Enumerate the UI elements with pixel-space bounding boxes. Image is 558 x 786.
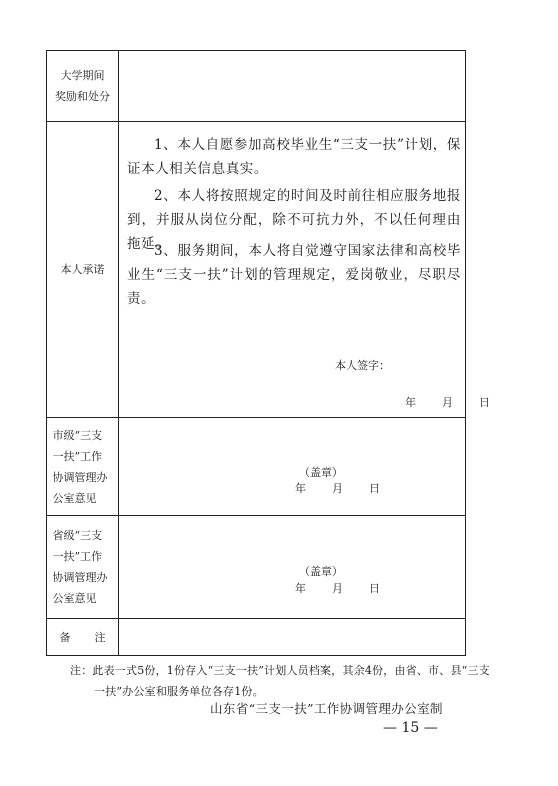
province-office-date-year: 年 [295,582,306,595]
signature-label: 本人签字： [335,359,390,372]
province-office-label-line2: 一扶”工作 [52,550,103,563]
province-office-date [295,580,380,596]
awards-label-line2: 奖励和处分 [55,90,110,103]
pledge-label-cell [47,122,119,417]
remarks-label-cell [47,619,119,655]
province-office-row [47,516,465,619]
city-office-date-year: 年 [295,482,306,495]
pledge-paragraph-1: 1、本人自愿参加高校毕业生“三支一扶”计划，保证本人相关信息真实。 [127,137,461,177]
province-office-opinion-field[interactable] [119,516,465,618]
province-office-date-month: 月 [332,582,343,595]
city-office-label-line3: 协调管理办 [52,470,108,484]
city-office-seal: （盖章） [299,466,343,479]
page-number: — 15 — [383,720,438,736]
city-office-opinion-field[interactable] [119,418,465,515]
remarks-label-char1: 备 [59,631,71,644]
footnote: 注：此表一式5份，1份存入“三支一扶”计划人员档案，其余4份，由省、市、县“三支一扶”办公室和服务单位各存1份。 [70,664,490,698]
awards-row [47,51,465,122]
pledge-row [47,122,490,418]
pledge-date-year: 年 [405,396,416,409]
pledge-label: 本人承诺 [60,263,105,276]
city-office-label-line2: 一扶”工作 [52,449,103,463]
province-office-label-line4: 公室意见 [52,592,97,605]
pledge-paragraph-3: 3、服务期间，本人将自觉遵守国家法律和高校毕业生“三支一扶”计划的管理规定，爱岗敬业，尽职尽责。 [127,243,461,307]
city-office-label-line1: 市级“三支 [52,428,103,442]
city-office-date-day: 日 [369,482,380,495]
awards-label-line1: 大学期间 [60,69,105,82]
application-form-table [46,50,490,656]
province-office-label-line1: 省级“三支 [52,529,103,542]
remarks-label [60,629,106,645]
city-office-date [295,480,380,496]
pledge-date [405,394,490,410]
province-office-date-day: 日 [369,582,380,595]
remarks-label-char2: 注 [94,631,106,644]
awards-label-cell [47,51,119,121]
pledge-content [119,122,490,417]
city-office-label [53,425,113,509]
city-office-date-month: 月 [332,482,343,495]
remarks-value-field[interactable] [119,619,465,655]
awards-label [53,65,113,107]
province-office-seal: （盖章） [299,565,343,578]
city-office-label-line4: 公室意见 [52,491,97,505]
city-office-label-cell [47,418,119,515]
awards-value-field[interactable] [119,51,465,121]
pledge-date-day: 日 [479,396,490,409]
pledge-date-month: 月 [442,396,453,409]
pledge-paragraph-2: 2、本人将按照规定的时间及时前往相应服务地报到，并服从岗位分配，除不可抗力外，不以任何理由拖延。 [127,188,461,252]
province-office-label-cell [47,516,119,618]
remarks-row [47,619,465,655]
issuer-line: 山东省“三支一扶”工作协调管理办公室制 [210,701,443,716]
province-office-label-line3: 协调管理办 [52,571,108,584]
province-office-label [53,525,113,609]
city-office-row [47,418,465,516]
